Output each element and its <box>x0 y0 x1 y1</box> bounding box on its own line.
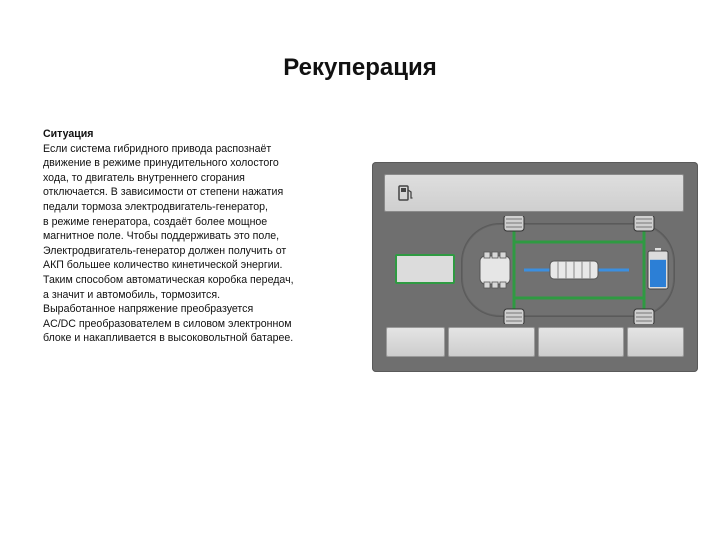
text-line: Если система гибридного привода распознаёт <box>43 142 272 155</box>
display-header <box>384 174 684 212</box>
wheel-rear-right <box>634 309 654 324</box>
text-line: Электродвигатель-генератор должен получить от <box>43 244 287 257</box>
text-line: а значит и автомобиль, тормозится. <box>43 288 221 301</box>
text-line: в режиме генератора, создаёт более мощное <box>43 215 268 228</box>
text-line: движение в режиме принудительного холостого <box>43 157 279 170</box>
text-line: AC/DC преобразователем в силовом электронном <box>43 317 292 330</box>
text-line: блоке и накапливается в высоковольтной батарее. <box>43 332 294 345</box>
engine-icon <box>480 252 510 288</box>
text-line: Таким способом автоматическая коробка передач, <box>43 273 294 286</box>
softkey-1[interactable] <box>386 327 445 357</box>
text-line: отключается. В зависимости от степени нажатия <box>43 186 284 199</box>
wheel-front-right <box>504 309 524 324</box>
fuel-pump-icon <box>397 184 415 202</box>
softkey-2[interactable] <box>448 327 536 357</box>
drive-mode-indicator[interactable] <box>395 254 455 284</box>
wheel-rear-left <box>634 216 654 231</box>
text-line: хода, то двигатель внутреннего сгорания <box>43 171 245 184</box>
battery-icon <box>648 248 668 289</box>
softkey-4[interactable] <box>627 327 684 357</box>
text-line: АКП большее количество кинетической энергии. <box>43 259 283 272</box>
slide-title <box>0 54 720 82</box>
text-line: педали тормоза электродвигатель-генератор, <box>43 200 268 213</box>
description-text <box>43 127 343 346</box>
softkey-3[interactable] <box>538 327 624 357</box>
section-heading: Ситуация <box>43 128 94 140</box>
wheel-front-left <box>504 216 524 231</box>
softkey-bar <box>386 327 684 357</box>
energy-flow-display <box>372 162 698 372</box>
electric-motor-icon <box>550 261 598 279</box>
text-line: магнитное поле. Чтобы поддерживать это поле, <box>43 230 280 243</box>
page-title: Рекуперация <box>283 54 437 81</box>
text-line: Выработанное напряжение преобразуется <box>43 303 254 316</box>
